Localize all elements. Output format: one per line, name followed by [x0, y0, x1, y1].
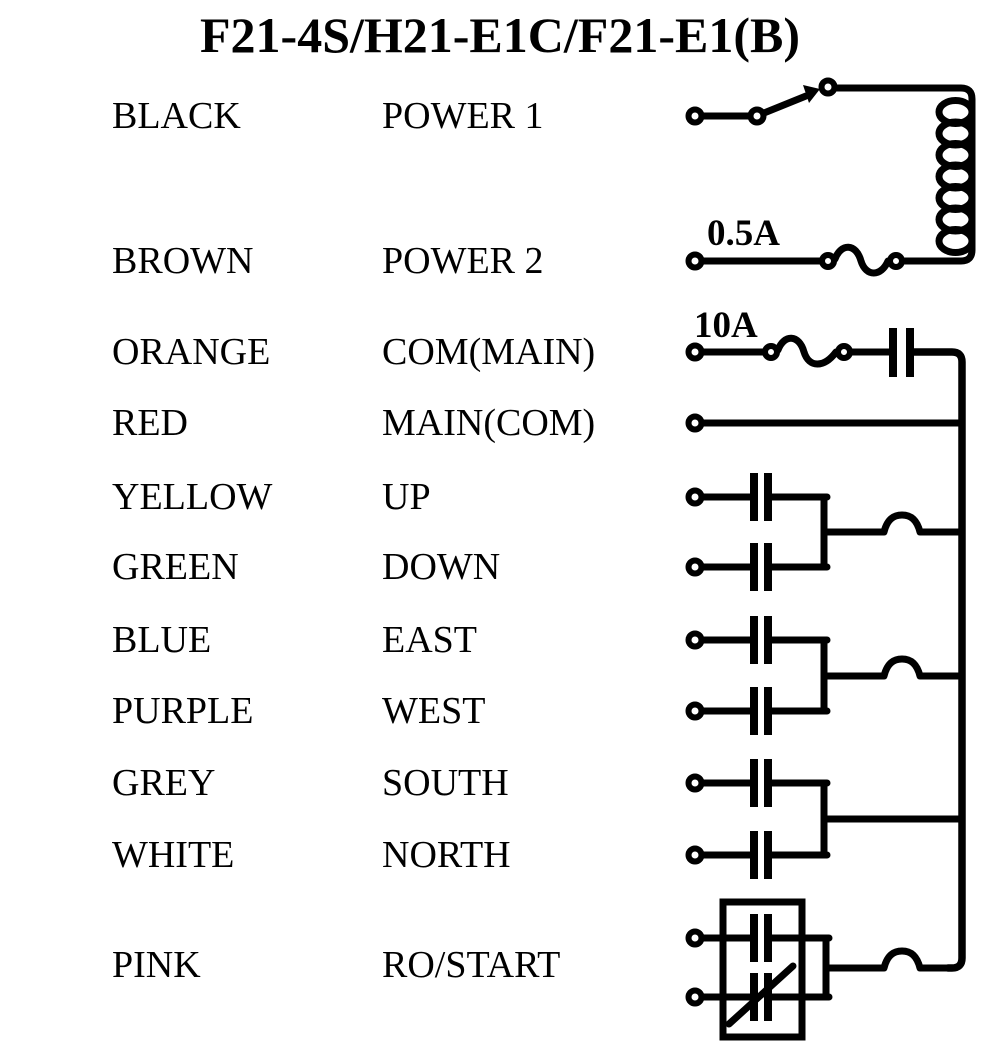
fuse-rating-label-0p5a: 0.5A: [707, 213, 780, 254]
fuse-end-dot: [838, 346, 850, 358]
pair-output-hump-wire: [824, 515, 961, 532]
wire-color-label: BROWN: [112, 240, 254, 282]
terminal-dot-power2: [689, 255, 702, 268]
wire-function-label: DOWN: [382, 546, 501, 588]
terminal-dot-west: [689, 705, 702, 718]
terminal-dot-power1: [689, 110, 702, 123]
wire-function-label: SOUTH: [382, 762, 509, 804]
wire-color-label: GREY: [112, 762, 216, 804]
fuse-element: [835, 247, 888, 273]
wire-function-label: MAIN(COM): [382, 402, 596, 444]
coil-loop: [939, 230, 972, 253]
up-down-contact-pair: [689, 473, 962, 591]
wire-function-label: UP: [382, 476, 431, 518]
power1-switch-symbol: [689, 81, 835, 123]
terminal-dot-south: [689, 777, 702, 790]
wire-function-label: EAST: [382, 619, 477, 661]
diagram-title: F21-4S/H21-E1C/F21-E1(B): [200, 7, 800, 63]
terminal-dot-main-com: [689, 417, 702, 430]
ro-start-contact-block: [689, 902, 955, 1037]
terminal-dot-ro-start-b: [689, 991, 702, 1004]
wire-color-label: PINK: [112, 944, 201, 986]
wire-color-label: GREEN: [112, 546, 239, 588]
coil-frame-wire: [836, 88, 972, 261]
terminal-dot-com-main: [689, 346, 702, 359]
main-com-wire: [689, 417, 961, 430]
terminal-dot-north: [689, 849, 702, 862]
wire-color-label: RED: [112, 402, 188, 444]
pair-output-hump-wire: [824, 659, 961, 676]
wire-color-label: PURPLE: [112, 690, 254, 732]
fuse-element: [778, 338, 836, 364]
wire-function-label: COM(MAIN): [382, 331, 596, 373]
terminal-dot-ro-start-a: [689, 932, 702, 945]
east-west-contact-pair: [689, 616, 962, 735]
fuse-rating-label-10a: 10A: [694, 305, 758, 346]
wire-function-label: POWER 1: [382, 95, 544, 137]
wire-color-label: ORANGE: [112, 331, 271, 373]
pair-output-hump-wire: [826, 951, 954, 968]
terminal-dot-up: [689, 491, 702, 504]
wire-function-label: RO/START: [382, 944, 561, 986]
relay-coil-symbol: [836, 88, 972, 261]
switch-blade: [764, 96, 806, 113]
south-north-contact-pair: [689, 759, 962, 879]
wire-color-label: YELLOW: [112, 476, 273, 518]
wire-color-label: BLUE: [112, 619, 212, 661]
main-bus-wire: [914, 352, 962, 968]
wire-function-label: WEST: [382, 690, 486, 732]
fuse-end-dot: [890, 255, 902, 267]
wire-function-label: NORTH: [382, 834, 511, 876]
wire-color-label: WHITE: [112, 834, 235, 876]
switch-top-terminal: [822, 81, 835, 94]
terminal-dot-down: [689, 561, 702, 574]
terminal-dot-east: [689, 634, 702, 647]
wire-color-label: BLACK: [112, 95, 241, 137]
wire-function-label: POWER 2: [382, 240, 544, 282]
com-main-fuse-contact-symbol: [689, 328, 911, 377]
power2-fuse-symbol: [689, 247, 903, 273]
